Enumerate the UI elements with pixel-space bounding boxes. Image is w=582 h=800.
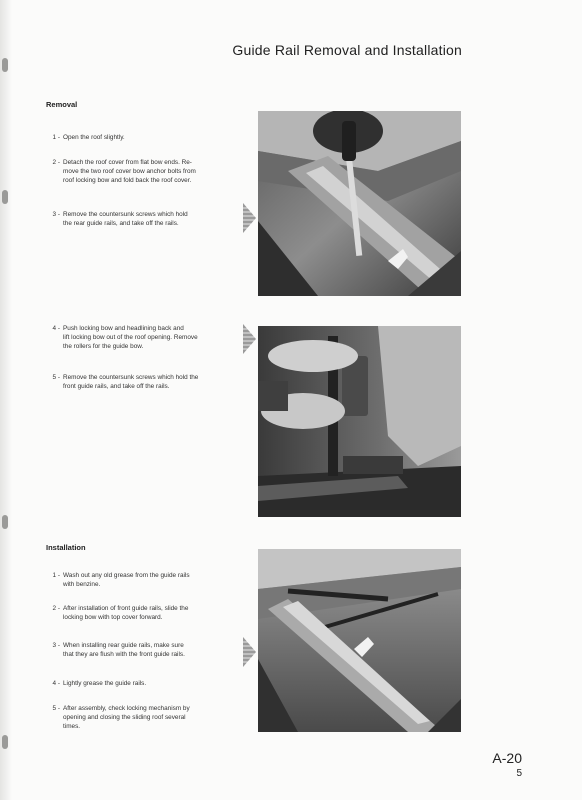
step-text: Remove the countersunk screws which hold the rear guide rails, and take off the rails.: [63, 211, 188, 227]
installation-step-2: [46, 604, 242, 622]
step-number: 4 -: [52, 680, 60, 687]
step-text: Open the roof slightly.: [63, 134, 125, 141]
binder-edge: [0, 0, 12, 800]
step-number: 1 -: [52, 572, 60, 579]
step-number: 5 -: [52, 374, 60, 381]
step-text: After assembly, check locking mechanism by opening and closing the sliding roof several times.: [63, 705, 190, 730]
installation-step-5: [46, 704, 242, 731]
installation-step-1: [46, 571, 242, 589]
removal-step-3: [46, 210, 242, 228]
page-title: Guide Rail Removal and Installation: [232, 42, 462, 58]
step-text: Push locking bow and headlining back and lift locking bow out of the roof opening. Remove the rollers for the guide bow.: [63, 325, 198, 350]
step-number: 3 -: [52, 211, 60, 218]
binder-hole: [2, 515, 8, 529]
step-text: Remove the countersunk screws which hold the front guide rails, and take off the rails.: [63, 374, 199, 390]
binder-hole: [2, 58, 8, 72]
pointer-arrow-icon: [243, 203, 256, 233]
binder-hole: [2, 190, 8, 204]
step-text: Detach the roof cover from flat bow ends. Re- move the two roof cover bow anchor bolts from roof locking bow and fold back the roof cover.: [63, 159, 196, 184]
removal-heading: Removal: [46, 100, 78, 109]
step-text: When installing rear guide rails, make sure that they are flush with the front guide rails.: [63, 642, 185, 658]
removal-step-2: [46, 158, 242, 185]
step-number: 4 -: [52, 325, 60, 332]
removal-step-4: [46, 324, 242, 351]
step-number: 2 -: [52, 605, 60, 612]
removal-step-5: [46, 373, 242, 391]
binder-hole: [2, 735, 8, 749]
pointer-arrow-icon: [243, 637, 256, 667]
photo-rear-guide-rail-removal: [258, 111, 461, 296]
photo-locking-bow-removal: [258, 326, 461, 517]
page-code: A-20: [492, 750, 522, 766]
photo-guide-rail-installation: [258, 549, 461, 732]
removal-step-1: [46, 133, 242, 142]
installation-step-4: [46, 679, 242, 688]
pointer-arrow-icon: [243, 324, 256, 354]
step-number: 1 -: [52, 134, 60, 141]
step-text: After installation of front guide rails, slide the locking bow with top cover forward.: [63, 605, 189, 621]
installation-heading: Installation: [46, 543, 86, 552]
step-number: 5 -: [52, 705, 60, 712]
installation-step-3: [46, 641, 242, 659]
page-number: 5: [516, 768, 522, 779]
step-number: 2 -: [52, 159, 60, 166]
step-number: 3 -: [52, 642, 60, 649]
step-text: Wash out any old grease from the guide rails with benzine.: [63, 572, 190, 588]
step-text: Lightly grease the guide rails.: [63, 680, 147, 687]
